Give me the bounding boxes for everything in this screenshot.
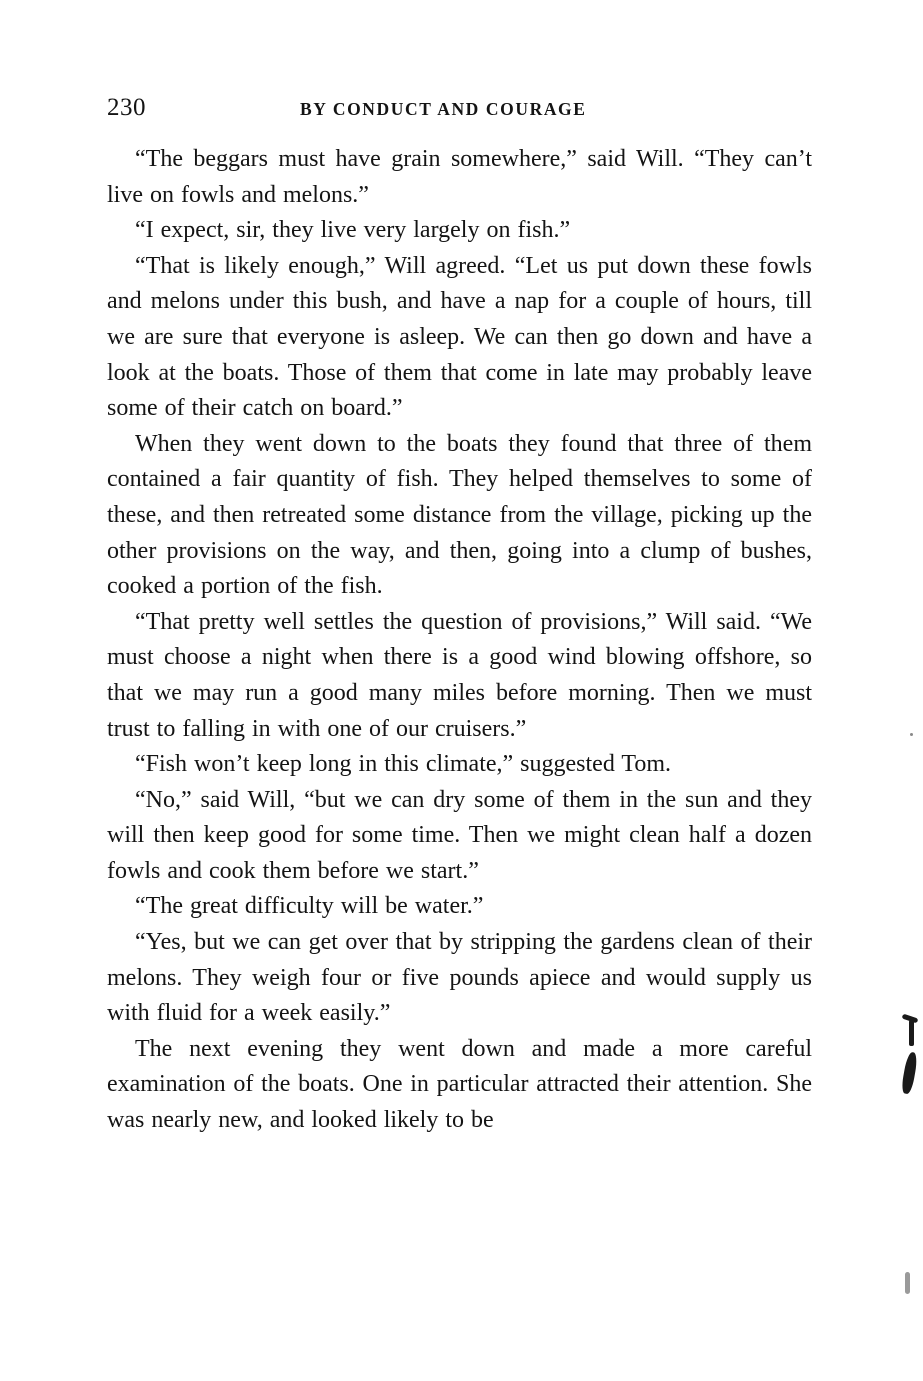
body-text — [107, 142, 812, 1139]
paragraph: “Fish won’t keep long in this climate,” suggested Tom. — [135, 751, 672, 778]
paragraph: “I expect, sir, they live very largely on fish.” — [135, 217, 571, 244]
paragraph: When they went down to the boats they found that three of them contained a fair quantity of fish. They helped themselves to some of these, and then retreated some distance from the village, picking up the other provisions on the way, and then, going into a clump of bushes, cooked a portion of the fish. — [107, 430, 812, 600]
page-number: 230 — [107, 94, 146, 121]
scan-speck — [910, 733, 913, 736]
paragraph: “The great difficulty will be water.” — [135, 893, 484, 920]
scan-smudge — [905, 1272, 910, 1294]
paragraph: “That is likely enough,” Will agreed. “Let us put down these fowls and melons under this bush, and have a nap for a couple of hours, till we are sure that everyone is asleep. We can then go down and have a look at the boats. Those of them that come in late may probably leave some of their catch on board.” — [107, 252, 812, 422]
page-header — [107, 90, 812, 126]
scan-ink-blot — [900, 1051, 918, 1094]
scan-ink-mark — [909, 1020, 914, 1046]
paragraph: “The beggars must have grain somewhere,” said Will. “They can’t live on fowls and melons.” — [107, 146, 812, 208]
paragraph: The next evening they went down and made a more careful examination of the boats. One in particular attracted their attention. She was nearly new, and looked likely to be — [107, 1035, 812, 1134]
paragraph: “That pretty well settles the question of provisions,” Will said. “We must choose a night when there is a good wind blowing offshore, so that we may run a good many miles before morning. Then we must trust to falling in with one of our cruisers.” — [107, 608, 812, 742]
paragraph: “No,” said Will, “but we can dry some of them in the sun and they will then keep good for some time. Then we might clean half a dozen fowls and cook them before we start.” — [107, 786, 812, 884]
paragraph: “Yes, but we can get over that by stripping the gardens clean of their melons. They weigh four or five pounds apiece and would supply us with fluid for a week easily.” — [107, 929, 812, 1027]
running-title: BY CONDUCT AND COURAGE — [300, 99, 587, 119]
